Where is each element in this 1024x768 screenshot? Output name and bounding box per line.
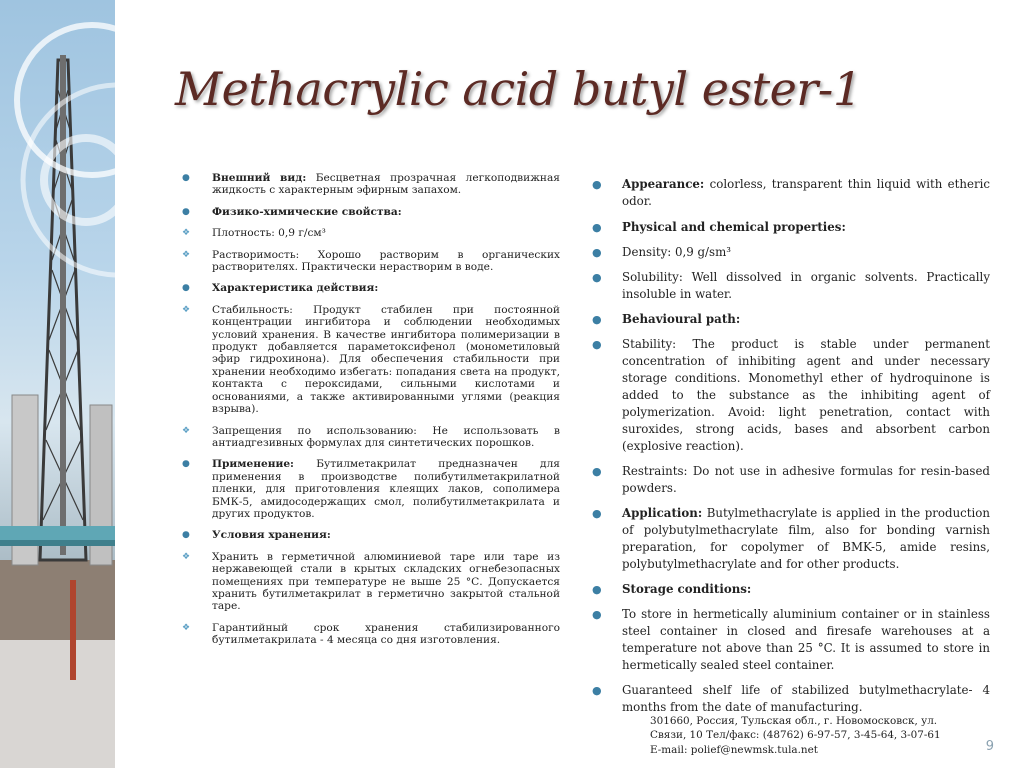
list-item [180,551,560,613]
list-item [590,581,990,598]
appearance-text: Бесцветная прозрачная легкоподвижная жидкость с характерным эфирным запахом. [212,172,560,197]
list-item [590,336,990,455]
round-bullet-icon: ● [182,206,190,217]
russian-column [180,172,560,656]
list-item [180,304,560,416]
list-item [590,606,990,674]
diamond-bullet-icon: ❖ [182,622,191,633]
email-line: E-mail: polief@newmsk.tula.net [650,743,818,756]
round-bullet-icon: ● [592,583,602,596]
list-item [180,529,560,541]
round-bullet-icon: ● [592,608,602,621]
shelf-life-text: Гарантийный срок хранения стабилизированного бутилметакрилата - 4 месяца со дня изготовления. [212,621,560,647]
round-bullet-icon: ● [592,465,602,478]
diamond-bullet-icon: ❖ [182,551,191,562]
round-bullet-icon: ● [182,530,190,541]
solubility-text: Растворимость: Хорошо растворим в органических растворителях. Практически нерастворим в воде. [212,248,560,274]
list-item [590,682,990,716]
round-bullet-icon: ● [592,246,602,259]
diamond-bullet-icon: ❖ [182,425,191,436]
appearance-label: Appearance: [622,177,705,191]
storage-label: Storage conditions: [622,582,752,596]
stability-text: Стабильность: Продукт стабилен при постоянной концентрации ингибитора и соблюдении необходимых условий хранения. В качестве ингибитора полимеризации в продукт добавляется параметоксифенол (монометиловый эфир гидрохинона). Для обеспечения стабильности при хранении необходимо избегать: попадания света на продукт, контакта с пероксидами, сильными кислотами и основаниями, а также активированными углями (реакция взрыва). [212,303,560,416]
round-bullet-icon: ● [592,221,602,234]
list-item [590,505,990,573]
storage-label: Условия хранения: [212,529,331,542]
page-number: 9 [985,739,994,754]
behaviour-label: Behavioural path: [622,312,741,326]
english-column [590,176,990,724]
round-bullet-icon: ● [182,173,190,183]
diamond-bullet-icon: ❖ [182,249,191,260]
round-bullet-icon: ● [592,178,602,191]
round-bullet-icon: ● [592,271,602,284]
application-text: Butylmethacrylate is applied in the production of polybutylmethacrylate film, also for bonding varnish preparation, for copolymer of BMK-5, amide resins, polybutylmethacrylate and for other products. [622,506,991,571]
appearance-text: colorless, transparent thin liquid with etheric odor. [622,177,991,208]
list-item [180,227,560,239]
round-bullet-icon: ● [592,507,602,520]
restraints-text: Restraints: Do not use in adhesive formulas for resin-based powders. [622,464,990,495]
list-item [590,176,990,210]
shelf-life-text: Guaranteed shelf life of stabilized butylmethacrylate- 4 months from the date of manufacturing. [622,683,990,714]
density-text: Плотность: 0,9 г/см³ [212,227,326,240]
list-item [180,425,560,450]
application-label: Application: [622,506,703,520]
action-label: Характеристика действия: [212,282,379,295]
physchem-label: Физико-химические свойства: [212,205,402,218]
physchem-label: Physical and chemical properties: [622,220,846,234]
application-text: Бутилметакрилат предназначен для применения в производстве полибутилметакрилатной пленки, для приготовления клеящих лаков, сополимера БМК-5, амидосодержащих смол, полибутилметакрилата и других продуктов. [212,458,560,520]
round-bullet-icon: ● [592,684,602,697]
round-bullet-icon: ● [182,283,190,294]
contact-footer [650,714,980,757]
address-line: 301660, Россия, Тульская обл., г. Новомосковск, ул. [650,715,938,727]
list-item [180,249,560,274]
density-text: Density: 0,9 g/sm³ [622,245,732,259]
list-item [590,219,990,236]
restrictions-text: Запрещения по использованию: Не использовать в антиадгезивных формулах для синтетических порошков. [212,424,560,449]
list-item [180,282,560,294]
list-item [180,206,560,218]
industrial-photo [0,0,115,768]
list-item [590,244,990,261]
solubility-text: Solubility: Well dissolved in organic solvents. Practically insoluble in water. [622,270,990,301]
page-title: Methacrylic acid butyl ester-1 [175,62,862,116]
round-bullet-icon: ● [592,313,602,326]
application-label: Применение: [212,458,294,471]
storage-text: Хранить в герметичной алюминиевой таре или таре из нержавеющей стали в крытых складских огнебезопасных помещениях при температуре не выше 25 °С. Допускается хранить бутилметакрилат в герметично закрытой стальной таре. [212,550,560,613]
diamond-bullet-icon: ❖ [182,304,191,315]
chimney-illustration [0,0,115,768]
list-item [590,269,990,303]
list-item [180,172,560,197]
diamond-bullet-icon: ❖ [182,228,191,239]
appearance-label: Внешний вид: [212,172,307,184]
list-item [180,458,560,520]
round-bullet-icon: ● [592,338,602,351]
round-bullet-icon: ● [182,459,190,470]
list-item [590,463,990,497]
storage-text: To store in hermetically aluminium container or in stainless steel container in closed and firesafe warehouses at a temperature not above than 25 °C. It is assumed to store in hermetically sealed steel container. [622,607,990,672]
phone-line: Связи, 10 Тел/факс: (48762) 6-97-57, 3-45-64, 3-07-61 [650,729,941,742]
list-item [180,622,560,647]
list-item [590,311,990,328]
stability-text: Stability: The product is stable under permanent concentration of inhibiting agent and under necessary storage conditions. Monomethyl ether of hydroquinone is added to the substance as the inhibiting agent of polymerization. Avoid: light penetration, contact with suroxides, strong acids, bases and absorbent carbon (explosive reaction). [622,337,990,453]
